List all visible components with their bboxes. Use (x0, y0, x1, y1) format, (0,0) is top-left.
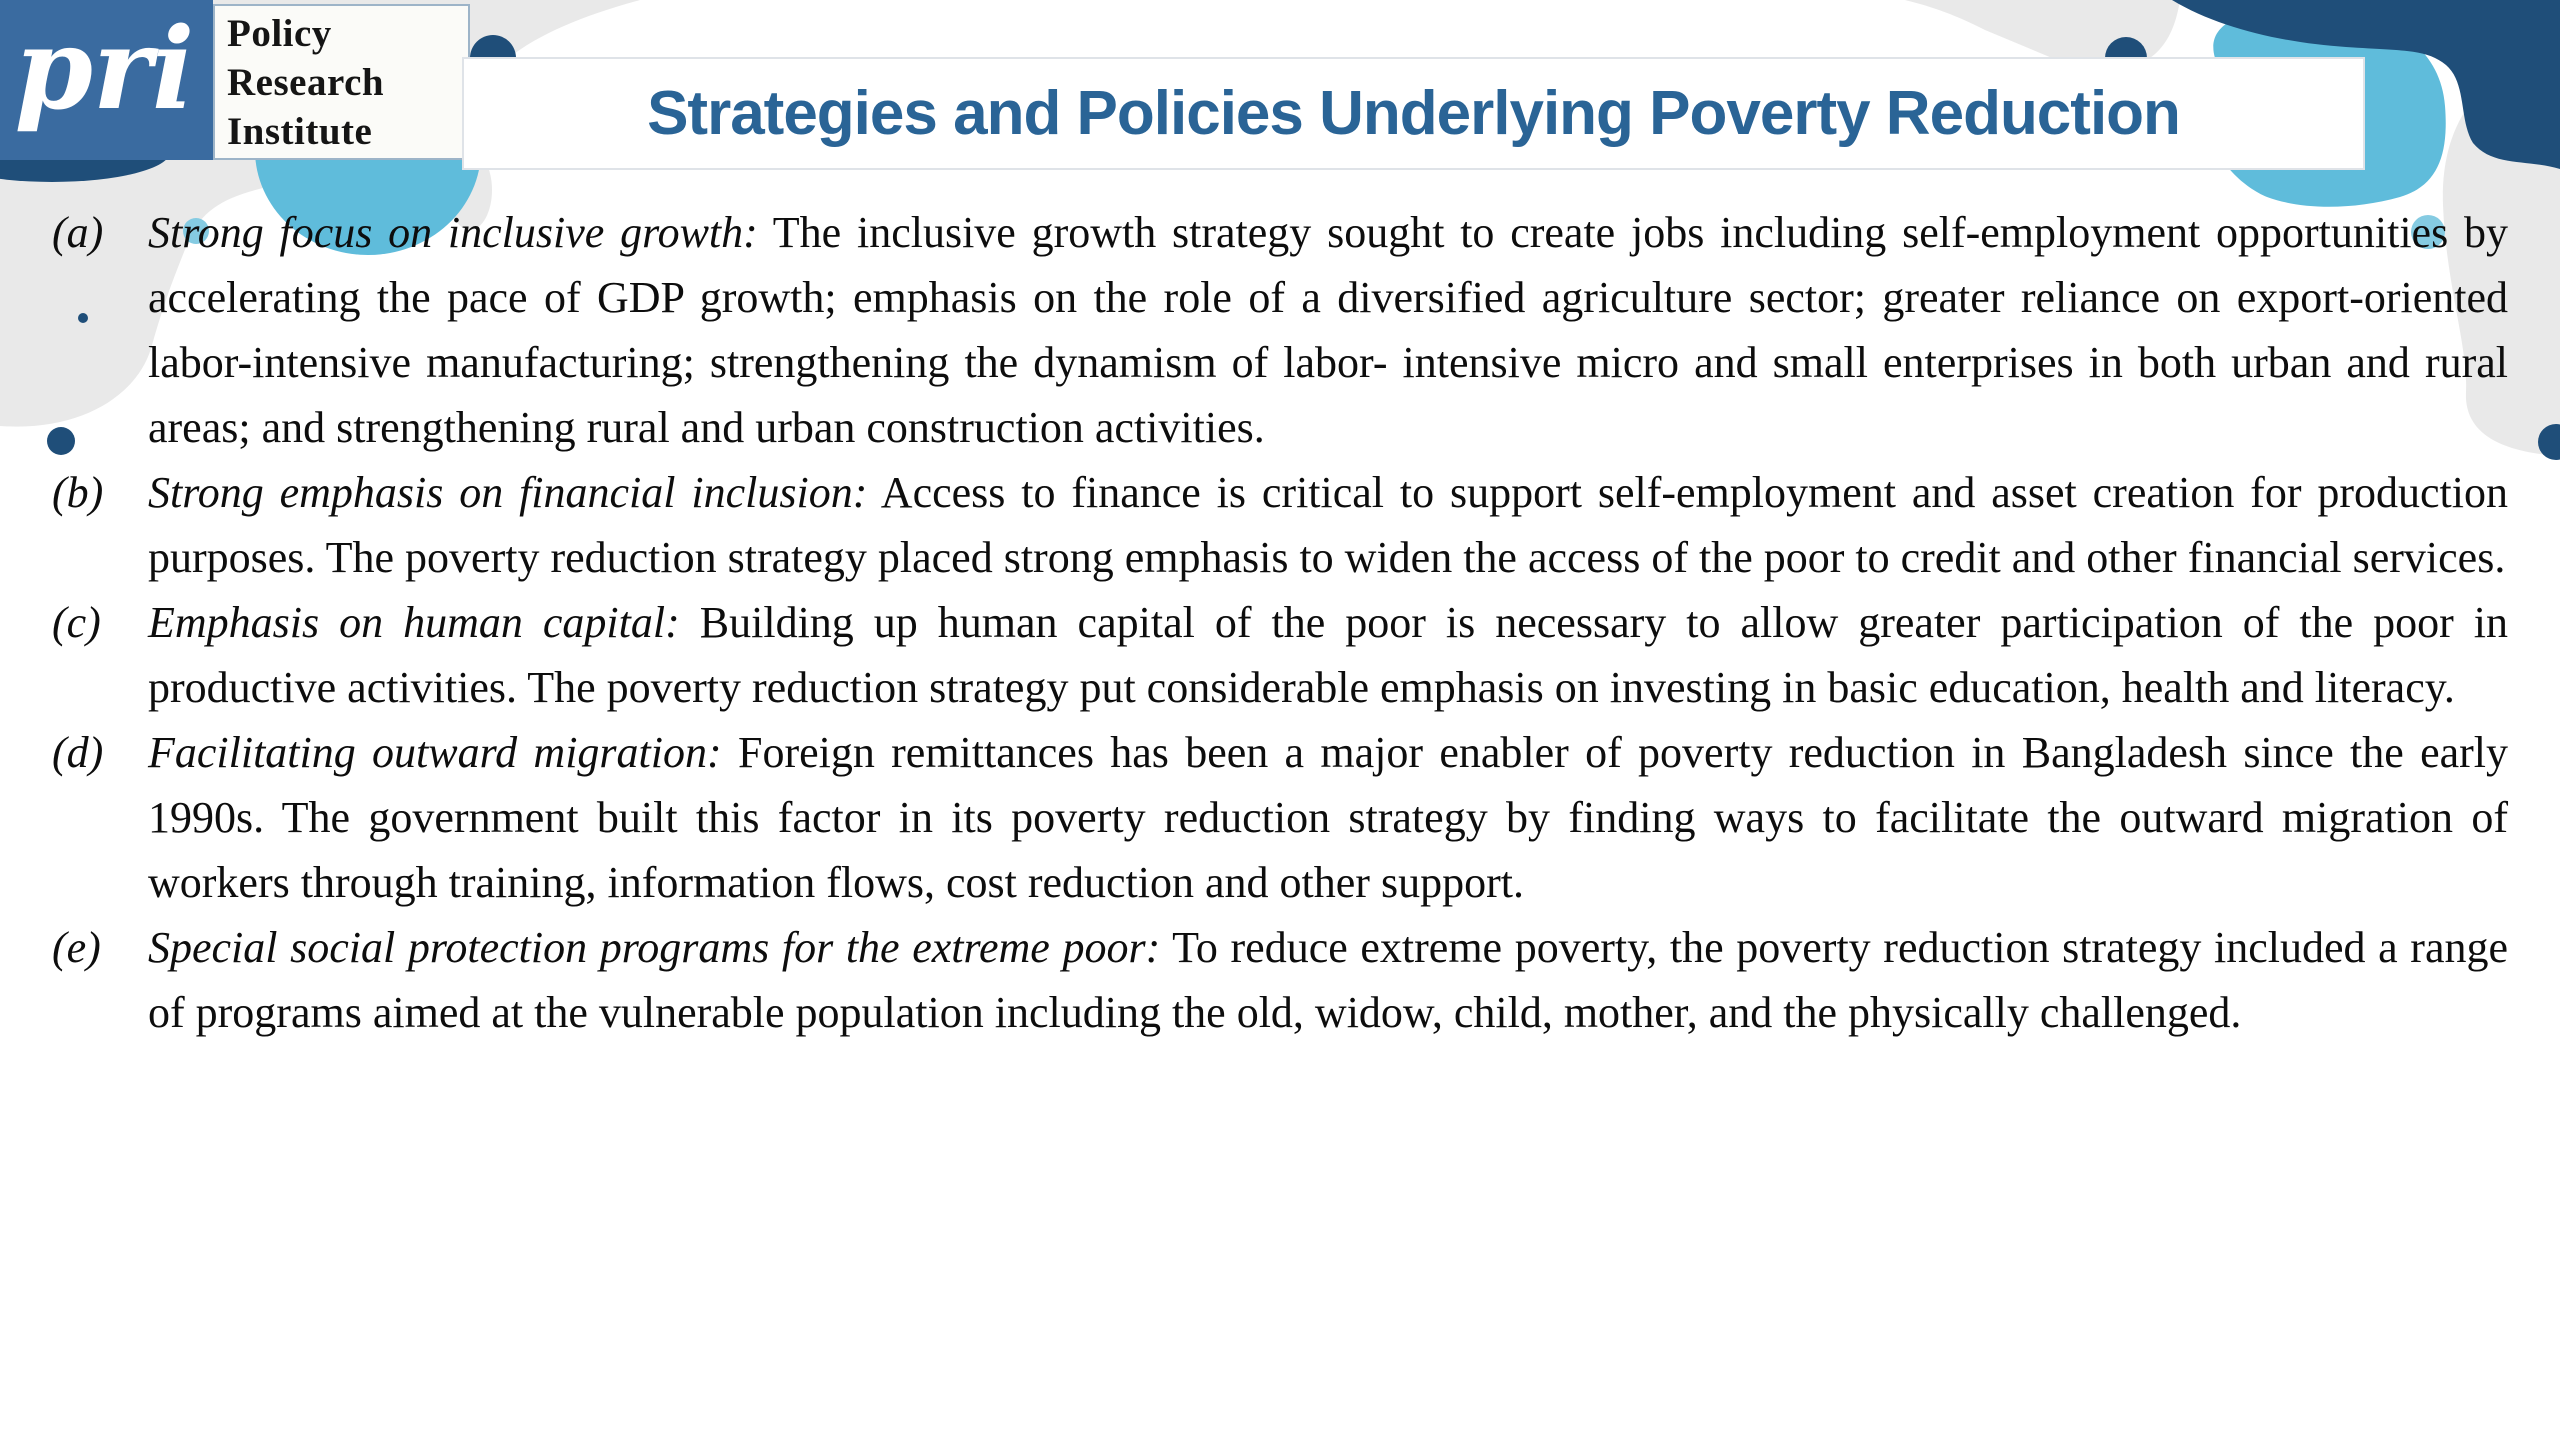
item-lead: Emphasis on human capital: (148, 598, 680, 647)
item-marker: (e) (52, 923, 101, 972)
item-marker: (d) (52, 728, 104, 777)
item-marker: (b) (52, 468, 104, 517)
org-name-box (213, 4, 470, 160)
item-body: Access to finance is critical to support self-employment and asset creation for production purposes. The poverty reduction strategy placed strong emphasis to widen the access of the poor to credit and other financial services. (148, 468, 2508, 582)
list-item-e (0, 915, 2508, 1045)
item-lead: Facilitating outward migration: (148, 728, 722, 777)
list-item-a (0, 200, 2508, 460)
list-item-c (0, 590, 2508, 720)
pri-logo (0, 0, 213, 160)
title-bar (462, 57, 2365, 170)
org-line-1: Policy (227, 12, 332, 55)
slide-body (0, 200, 2508, 1045)
list-item-b (0, 460, 2508, 590)
org-line-2: Research (227, 61, 385, 104)
item-body: Foreign remittances has been a major enabler of poverty reduction in Bangladesh since the early 1990s. The government built this factor in its poverty reduction strategy by finding ways to facilitate the outward migration of workers through training, information flows, cost reduction and other support. (148, 728, 2509, 907)
item-marker: (a) (52, 208, 104, 257)
org-line-3: Institute (227, 110, 373, 153)
list-item-d (0, 720, 2508, 915)
item-body: The inclusive growth strategy sought to create jobs including self-employment opportunities by accelerating the pace of GDP growth; emphasis on the role of a diversified agriculture sector; greater reliance on export-oriented labor-intensive manufacturing; strengthening the dynamism of labor- intensive micro and small enterprises in both urban and rural areas; and strengthening rural and urban construction activities. (148, 208, 2508, 452)
item-lead: Special social protection programs for the extreme poor: (148, 923, 1161, 972)
slide-title: Strategies and Policies Underlying Poverty Reduction (647, 79, 2180, 148)
item-lead: Strong focus on inclusive growth: (148, 208, 758, 257)
item-marker: (c) (52, 598, 101, 647)
item-lead: Strong emphasis on financial inclusion: (148, 468, 868, 517)
pri-logo-text: pri (14, 4, 195, 135)
item-body: Building up human capital of the poor is necessary to allow greater participation of the poor in productive activities. The poverty reduction strategy put considerable emphasis on investing in basic education, health and literacy. (148, 598, 2509, 712)
item-body: To reduce extreme poverty, the poverty reduction strategy included a range of programs aimed at the vulnerable population including the old, widow, child, mother, and the physically challenged. (148, 923, 2508, 1037)
